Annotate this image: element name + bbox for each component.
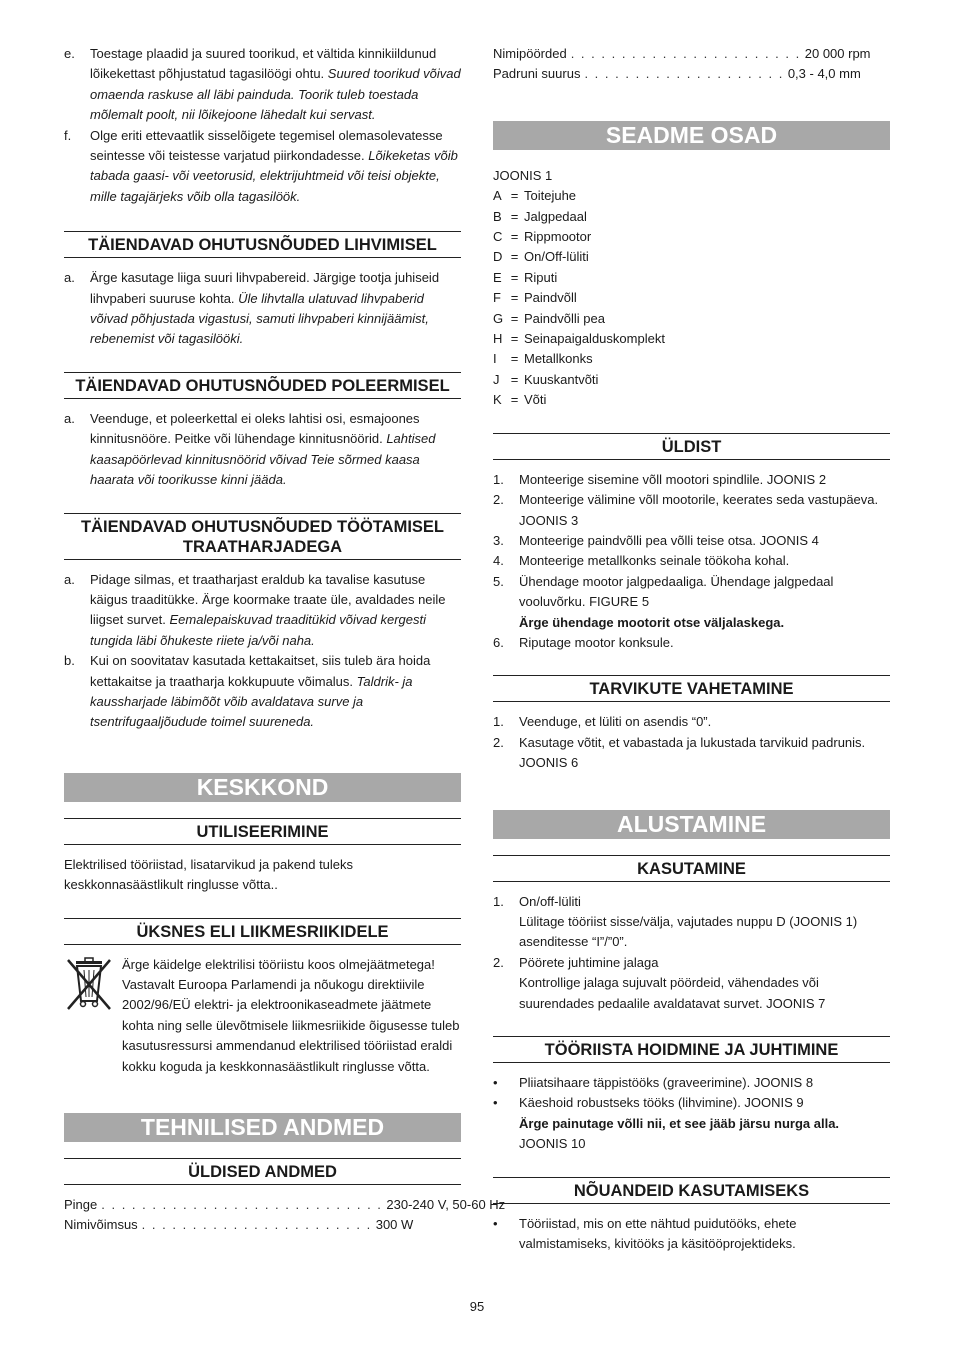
general-step-5	[493, 572, 890, 633]
part-key: K	[493, 392, 502, 408]
list-item	[493, 227, 890, 247]
polishing-item-a	[64, 409, 461, 491]
usage-step-2	[493, 953, 890, 1014]
general-step-1	[493, 470, 890, 490]
list-text-italic: Üle lihvtalla ulatuvad lihvpaberid võivad põhjustada vigastusi, samuti lihvpaberi kinnijäämist, rebenemist või tagasilööki.	[90, 290, 429, 347]
bullet-marker: •	[493, 1095, 498, 1111]
part-name: Jalgpedaal	[524, 208, 587, 224]
part-eq: =	[510, 188, 519, 204]
part-name: Paindvõll	[524, 290, 577, 306]
part-name: Kuuskantvõti	[524, 371, 599, 387]
part-name: Rippmootor	[524, 229, 592, 245]
part-key: H	[493, 331, 503, 347]
list-marker: 2.	[493, 492, 504, 508]
crossed-bin-icon	[64, 955, 122, 1077]
general-data-heading: ÜLDISED ANDMED	[64, 1158, 461, 1185]
spec-row-power	[64, 1215, 461, 1235]
bullet-marker: •	[493, 1215, 498, 1231]
part-eq: =	[510, 249, 519, 265]
spec-value: 20 000 rpm	[804, 46, 871, 61]
part-name: Paindvõlli pea	[524, 310, 605, 326]
polishing-heading: TÄIENDAVAD OHUTUSNÕUDED POLEERMISEL	[64, 372, 461, 399]
spec-row-speed	[493, 44, 890, 64]
part-key: I	[493, 351, 497, 367]
environment-section-title: KESKKOND	[64, 773, 461, 802]
tips-item-1	[493, 1214, 890, 1255]
list-text: Monteerige metallkonks seinale töökoha kohal.	[519, 553, 790, 569]
part-name: Toitejuhe	[524, 188, 577, 204]
wire-brush-item-b	[64, 651, 461, 733]
list-text: Ärge kasutage liiga suuri lihvpabereid. Järgige tootja juhiseid lihvpaberi suuruse kohta.	[90, 270, 440, 306]
usage-step-1	[493, 892, 890, 953]
warning-text: Ärge ühendage mootorit otse väljalaskega.	[519, 614, 785, 630]
wire-brush-heading-line2: TRAATHARJADEGA	[182, 537, 343, 556]
list-marker: a.	[64, 270, 75, 286]
spec-label: Padruni suurus	[493, 66, 581, 82]
spec-value: 300 W	[375, 1217, 414, 1233]
sanding-heading: TÄIENDAVAD OHUTUSNÕUDED LIHVIMISEL	[64, 231, 461, 258]
general-heading: ÜLDIST	[493, 433, 890, 460]
list-text: Monteerige sisemine võll mootori spindlile. JOONIS 2	[519, 471, 827, 487]
list-marker: 6.	[493, 634, 504, 650]
list-text: Pidage silmas, et traatharjast eraldub ka tavalise kasutuse käigus traaditükke. Ärge koormake traate üle, avaldades neile liigset survet.	[90, 571, 446, 628]
list-text-italic: Eemalepaiskuvad traaditükid võivad kergesti tungida läbi õhukeste riiete ja/või naha.	[90, 612, 427, 648]
list-text-italic: Lahtised kaasapöörlevad kinnitusnöörid võivad Teie sõrmed kaasa haarata või toorikusse kinni jääda.	[90, 431, 436, 488]
wire-brush-heading	[64, 513, 461, 560]
list-text-italic: Taldrik- ja kaussharjade läbimõõt võib avaldatava surve ja tsentrifugaaljõudude toimel suureneda.	[90, 673, 413, 730]
parts-figure-ref: JOONIS 1	[493, 167, 553, 183]
list-marker: b.	[64, 653, 75, 669]
general-step-2	[493, 490, 890, 531]
wire-brush-heading-line1: TÄIENDAVAD OHUTUSNÕUDED TÖÖTAMISEL	[81, 517, 444, 536]
usage-heading: KASUTAMINE	[493, 855, 890, 882]
usage-step-title: On/off-lüliti	[519, 893, 581, 909]
list-text: Riputage mootor konksule.	[519, 634, 674, 650]
list-text: Lülitage tööriist sisse/välja, vajutades nuppu D (JOONIS 1) asenditesse “I”/”0”.	[519, 913, 858, 950]
part-key: A	[493, 188, 502, 204]
list-text: Monteerige paindvõlli pea võlli teise otsa. JOONIS 4	[519, 532, 819, 548]
page-number: 95	[469, 1299, 485, 1314]
list-item	[493, 186, 890, 206]
list-marker: 1.	[493, 714, 504, 730]
spec-label: Pinge	[64, 1197, 98, 1212]
startup-section-title: ALUSTAMINE	[493, 810, 890, 839]
list-item	[493, 309, 890, 329]
list-item-e	[64, 44, 461, 126]
handling-heading: TÖÖRIISTA HOIDMINE JA JUHTIMINE	[493, 1036, 890, 1063]
general-step-6	[493, 633, 890, 653]
list-text-italic: Suured toorikud võivad omaenda raskuse all läbi painduda. Toorik tuleb toestada mõlemalt poolt, nii lõikejoone lähedalt kui servast.	[90, 66, 461, 123]
list-text: Tööriistad, mis on ette nähtud puidutööks, ehete valmistamiseks, kivitööks ja käsitööprojektideks.	[519, 1215, 797, 1252]
part-eq: =	[510, 269, 519, 285]
spec-dots: . . . . . . . . . . . . . . . . . . . . . . . . . . . .	[101, 1197, 383, 1212]
general-step-3	[493, 531, 890, 551]
warning-text: Ärge painutage võlli nii, et see jääb järsu nurga alla.	[519, 1115, 840, 1131]
list-marker: e.	[64, 46, 75, 61]
list-marker: 2.	[493, 734, 504, 750]
list-item	[493, 288, 890, 308]
part-name: Riputi	[524, 269, 558, 285]
technical-section-title: TEHNILISED ANDMED	[64, 1113, 461, 1142]
part-key: F	[493, 290, 501, 306]
list-text: Toestage plaadid ja suured toorikud, et vältida kinnikiildunud lõikekettast põhjustatud tagasilöögi ohtu.	[90, 46, 437, 82]
parts-list	[493, 186, 890, 410]
list-marker: 3.	[493, 532, 504, 548]
list-marker: 1.	[493, 471, 504, 487]
list-marker: a.	[64, 410, 75, 426]
handling-item-2	[493, 1093, 890, 1154]
weee-text: Ärge käidelge elektrilisi tööriistu koos olmejäätmetega! Vastavalt Euroopa Parlamendi ja nõukogu direktiivile 2002/96/EÜ elektri- ja elektroonikaseadmete jäätmete kohta ning selle ülevõtmisele liikmesriikide õigusesse tuleb kasutusressursi ammendanud elektrilised tööriistad eraldi kokku koguda ja keskkonnasäästlikult ringlusse võtta.	[122, 956, 460, 1074]
list-text: Pliiatsihaare täppistööks (graveerimine). JOONIS 8	[519, 1075, 814, 1090]
part-eq: =	[510, 371, 519, 387]
general-step-4	[493, 551, 890, 571]
sanding-item-a	[64, 268, 461, 350]
list-marker: 5.	[493, 573, 504, 589]
accessory-step-1	[493, 712, 890, 732]
spec-row-collet	[493, 64, 890, 84]
spec-dots: . . . . . . . . . . . . . . . . . . . .	[584, 66, 784, 82]
list-text: Veenduge, et poleerkettal ei oleks lahtisi osi, esmajoones kinnitusnööre. Peitke või lühendage kinnitusnöörid.	[90, 410, 420, 447]
figure-ref: JOONIS 10	[519, 1136, 586, 1152]
list-text-italic: Lõikeketas võib tabada gaasi- või veetorusid, elektrijuhtmeid või teisi objekte, mille tagajärjeks võib olla tagasilöök.	[90, 148, 458, 204]
spec-value: 230-240 V, 50-60 Hz	[386, 1197, 506, 1212]
list-text: Veenduge, et lüliti on asendis “0”.	[519, 714, 712, 730]
list-text: Olge eriti ettevaatlik sisselõigete tegemisel olemasolevatesse seintesse või teistesse varjatud piirkondadesse.	[90, 127, 443, 164]
spec-dots: . . . . . . . . . . . . . . . . . . . . . . .	[570, 46, 801, 61]
list-marker: f.	[64, 127, 72, 143]
part-eq: =	[510, 331, 519, 347]
recycling-text: Elektrilised tööriistad, lisatarvikud ja pakend tuleks keskkonnasäästlikult ringlusse võtta..	[64, 856, 354, 893]
spec-label: Nimipöörded	[493, 46, 567, 61]
eu-members-heading: ÜKSNES ELI LIIKMESRIIKIDELE	[64, 918, 461, 945]
spec-label: Nimivõimsus	[64, 1217, 138, 1233]
list-text: Kontrollige jalaga sujuvalt pöördeid, vähendades või suurendades pedaalile avaldatavat survet. JOONIS 7	[519, 975, 826, 1011]
list-text: Käeshoid robustseks tööks (lihvimine). JOONIS 9	[519, 1095, 804, 1111]
list-text: Kasutage võtit, et vabastada ja lukustada tarvikuid padrunis. JOONIS 6	[519, 734, 866, 771]
accessory-heading: TARVIKUTE VAHETAMINE	[493, 675, 890, 702]
left-column	[64, 44, 506, 1236]
part-key: E	[493, 269, 502, 285]
part-key: D	[493, 249, 503, 265]
list-item	[493, 329, 890, 349]
list-marker: 4.	[493, 553, 504, 569]
list-item	[493, 268, 890, 288]
part-key: G	[493, 310, 504, 326]
bullet-marker: •	[493, 1075, 498, 1090]
list-marker: 2.	[493, 954, 504, 970]
recycling-heading: UTILISEERIMINE	[64, 818, 461, 845]
list-text: Ühendage mootor jalgpedaaliga. Ühendage jalgpedaal vooluvõrku. FIGURE 5	[519, 573, 834, 610]
list-item	[493, 207, 890, 227]
list-item	[493, 390, 890, 410]
parts-section-title: SEADME OSAD	[493, 121, 890, 150]
usage-step-title: Pöörete juhtimine jalaga	[519, 954, 659, 970]
part-eq: =	[510, 392, 519, 408]
weee-block	[64, 955, 461, 1077]
part-eq: =	[510, 229, 519, 245]
list-marker: 1.	[493, 893, 504, 909]
right-column	[493, 44, 890, 1254]
part-eq: =	[510, 351, 519, 367]
part-name: On/Off-lüliti	[524, 249, 589, 265]
tips-heading: NÕUANDEID KASUTAMISEKS	[493, 1177, 890, 1204]
list-marker: a.	[64, 571, 75, 587]
part-name: Seinapaigalduskomplekt	[524, 331, 665, 347]
part-eq: =	[510, 310, 519, 326]
spec-row-voltage	[64, 1195, 506, 1215]
spec-dots: . . . . . . . . . . . . . . . . . . . . . . .	[141, 1217, 372, 1233]
spec-value: 0,3 - 4,0 mm	[787, 66, 861, 82]
part-key: J	[493, 371, 500, 387]
list-text: Monteerige välimine võll mootorile, keerates seda vastupäeva. JOONIS 3	[519, 492, 879, 528]
part-name: Võti	[524, 392, 547, 408]
list-item	[493, 370, 890, 390]
part-eq: =	[510, 208, 519, 224]
part-key: C	[493, 229, 503, 245]
wire-brush-item-a	[64, 570, 461, 652]
part-name: Metallkonks	[524, 351, 593, 367]
handling-item-1	[493, 1073, 890, 1093]
list-item	[493, 349, 890, 369]
list-item	[493, 247, 890, 267]
list-item-f	[64, 126, 461, 208]
list-text: Kui on soovitatav kasutada kettakaitset, siis tuleb ära hoida kettakaitse ja traatharja kokkupuute võimalus.	[90, 653, 431, 689]
part-key: B	[493, 208, 502, 224]
accessory-step-2	[493, 733, 890, 774]
part-eq: =	[510, 290, 519, 306]
